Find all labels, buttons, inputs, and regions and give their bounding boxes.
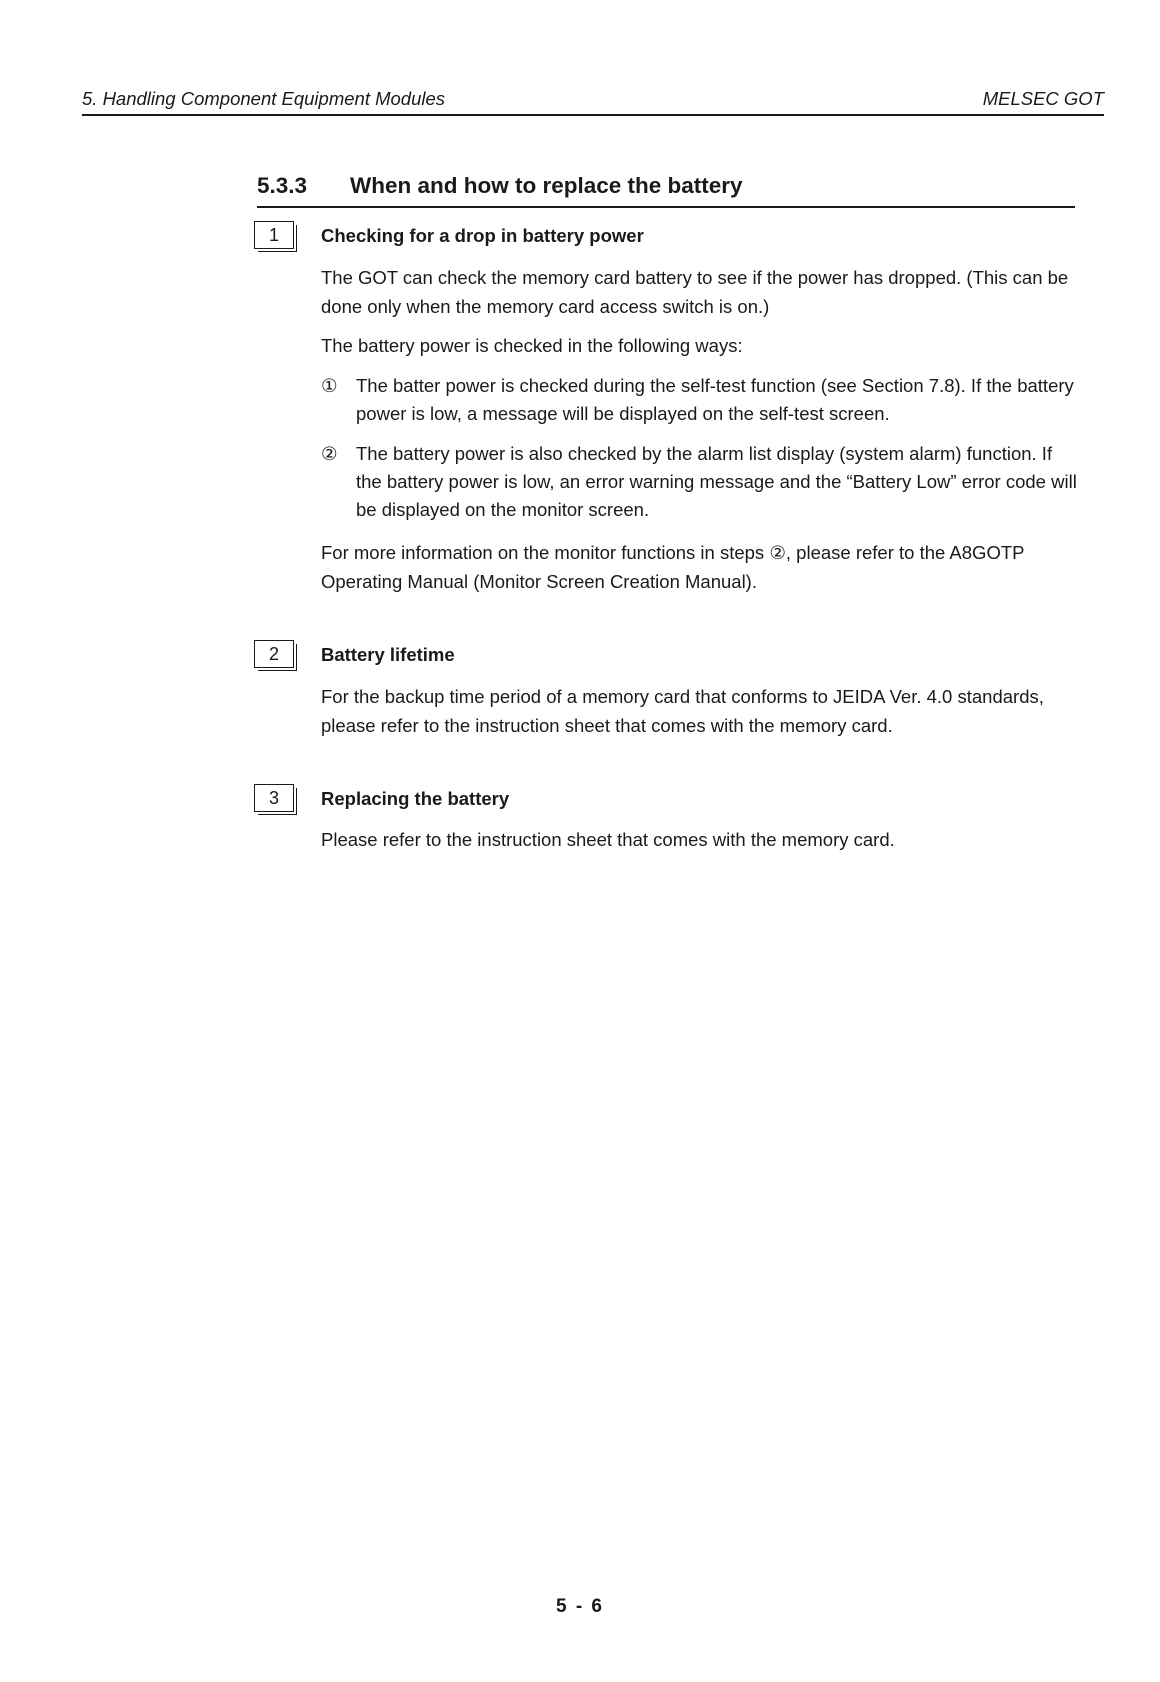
list-item-text: The battery power is also checked by the alarm list display (system alarm) function. If the battery power is low, an error warning message and the “Battery Low” error code will be displayed on the monitor screen.	[356, 443, 1077, 520]
step-1-intro: The GOT can check the memory card battery to see if the power has dropped. (This can be done only when the memory card access switch is on.)	[321, 267, 1069, 317]
step-1-note: For more information on the monitor functions in steps ②, please refer to the A8GOTP Operating Manual (Monitor Screen Creation Manual).	[321, 542, 1025, 592]
step-1-heading: Checking for a drop in battery power	[321, 225, 644, 246]
section-title: When and how to replace the battery	[350, 173, 743, 198]
step-number: 3	[254, 784, 294, 812]
section-heading	[257, 170, 1075, 208]
step-number: 2	[254, 640, 294, 668]
step-3-heading: Replacing the battery	[321, 788, 510, 809]
list-marker-1: ①	[321, 375, 338, 396]
step-marker-3	[254, 784, 296, 814]
step-1-lead: The battery power is checked in the following ways:	[321, 335, 743, 356]
step-marker-2	[254, 640, 296, 670]
list-item	[321, 440, 1081, 524]
step-3-body: Please refer to the instruction sheet that comes with the memory card.	[321, 829, 895, 850]
list-marker-2: ②	[321, 443, 338, 464]
step-2-heading: Battery lifetime	[321, 644, 455, 665]
step-marker-1	[254, 221, 296, 251]
step-2-body: For the backup time period of a memory card that conforms to JEIDA Ver. 4.0 standards, please refer to the instruction sheet that comes with the memory card.	[321, 686, 1044, 736]
product-name: MELSEC GOT	[982, 88, 1104, 109]
section-number: 5.3.3	[257, 173, 308, 198]
chapter-title: 5. Handling Component Equipment Modules	[82, 88, 446, 109]
step-number: 1	[254, 221, 294, 249]
page-header	[82, 86, 1104, 116]
list-item	[321, 372, 1081, 428]
list-item-text: The batter power is checked during the self-test function (see Section 7.8). If the battery power is low, a message will be displayed on the self-test screen.	[356, 375, 1074, 424]
page-number: 5 - 6	[555, 1596, 605, 1617]
